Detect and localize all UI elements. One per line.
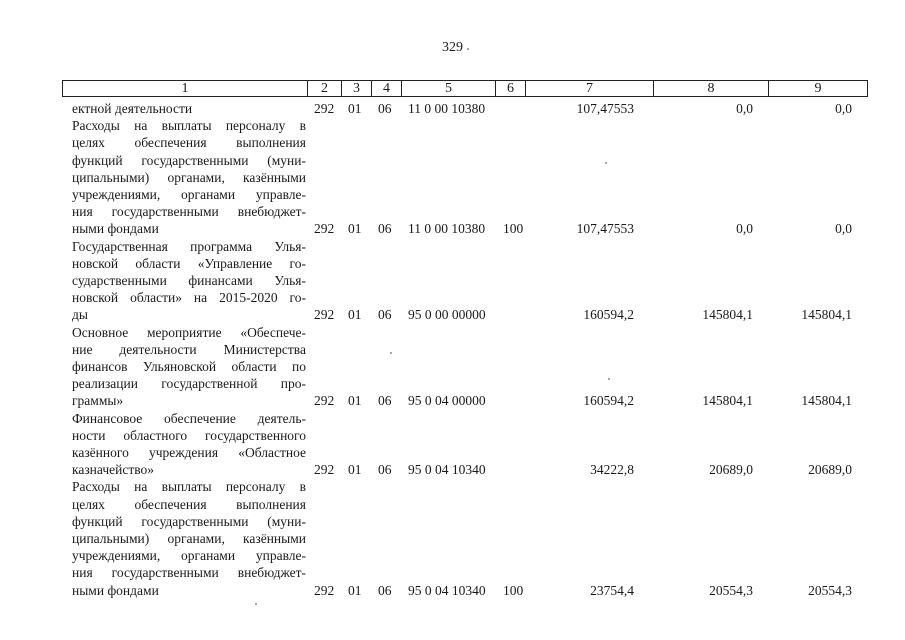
column-header: 7 <box>526 81 654 97</box>
subsection-cell: 06 <box>378 221 392 237</box>
column-header: 9 <box>769 81 868 97</box>
target-article-cell: 95 0 04 10340 <box>408 462 486 478</box>
scan-speck <box>467 48 469 50</box>
table-row <box>0 324 905 410</box>
description-line: казённого учреждения «Областное <box>72 445 306 460</box>
admin-code-cell: 292 <box>314 393 335 409</box>
target-article-cell: 95 0 00 00000 <box>408 307 486 323</box>
scan-speck <box>390 352 392 354</box>
amount-col8-cell: 145804,1 <box>702 393 753 409</box>
description-line: реализации государственной про- <box>72 376 306 392</box>
description-line: целях обеспечения выполнения <box>72 496 306 512</box>
admin-code-cell: 292 <box>314 582 335 598</box>
amount-col8-cell: 20554,3 <box>709 582 753 598</box>
description-line: учреждениями, органами управле- <box>72 548 306 564</box>
column-header: 6 <box>496 81 526 97</box>
admin-code-cell: 292 <box>314 101 335 116</box>
column-header: 4 <box>372 81 402 97</box>
subsection-cell: 06 <box>378 307 392 323</box>
row-description <box>72 478 306 598</box>
description-line: новской области» на 2015-2020 го- <box>72 290 306 306</box>
column-header-table <box>62 80 868 97</box>
description-line: ными фондами <box>72 582 159 598</box>
amount-col7-cell: 34222,8 <box>590 462 634 478</box>
admin-code-cell: 292 <box>314 462 335 478</box>
amount-col7-cell: 107,47553 <box>576 221 634 237</box>
description-line: Государственная программа Улья- <box>72 238 306 254</box>
target-article-cell: 11 0 00 10380 <box>408 221 486 237</box>
description-line: ды <box>72 307 88 323</box>
description-line: ектной деятельности <box>72 101 193 116</box>
section-cell: 01 <box>348 101 362 116</box>
description-line: целях обеспечения выполнения <box>72 135 306 151</box>
description-line: ния государственными внебюджет- <box>72 204 306 220</box>
column-header: 5 <box>402 81 496 97</box>
description-line: финансов Ульяновской области по <box>72 359 306 374</box>
expense-type-cell: 100 <box>503 221 524 237</box>
amount-col8-cell: 20689,0 <box>709 462 753 478</box>
subsection-cell: 06 <box>378 393 392 409</box>
admin-code-cell: 292 <box>314 307 335 323</box>
table-row <box>0 117 905 237</box>
scan-speck <box>605 162 607 164</box>
amount-col9-cell: 145804,1 <box>801 393 852 409</box>
subsection-cell: 06 <box>378 101 392 116</box>
amount-col8-cell: 145804,1 <box>702 307 753 323</box>
description-line: ципальными) органами, казёнными <box>72 169 306 185</box>
description-line: Расходы на выплаты персоналу в <box>72 118 306 134</box>
description-line: казначейство» <box>72 462 155 478</box>
column-header: 8 <box>654 81 769 97</box>
row-description <box>72 100 306 117</box>
table-row <box>0 100 905 117</box>
description-line: функций государственными (муни- <box>72 513 306 529</box>
description-line: новской области «Управление го- <box>72 255 306 271</box>
description-line: ными фондами <box>72 221 159 237</box>
description-line: ности областного государственного <box>72 427 306 443</box>
column-header: 3 <box>342 81 372 97</box>
amount-col9-cell: 20689,0 <box>808 462 852 478</box>
row-description <box>72 410 306 479</box>
amount-col9-cell: 0,0 <box>835 101 852 116</box>
scan-speck <box>608 378 610 380</box>
amount-col8-cell: 0,0 <box>736 221 753 237</box>
amount-col9-cell: 0,0 <box>835 221 852 237</box>
description-line: Основное мероприятие «Обеспече- <box>72 324 306 340</box>
description-line: сударственными финансами Улья- <box>72 273 306 288</box>
description-line: ние деятельности Министерства <box>72 341 306 357</box>
section-cell: 01 <box>348 307 362 323</box>
amount-col9-cell: 20554,3 <box>808 582 852 598</box>
description-line: функций государственными (муни- <box>72 152 306 168</box>
subsection-cell: 06 <box>378 582 392 598</box>
section-cell: 01 <box>348 582 362 598</box>
table-row <box>0 410 905 479</box>
table-row <box>0 478 905 598</box>
column-header: 1 <box>63 81 308 97</box>
target-article-cell: 95 0 04 00000 <box>408 393 486 409</box>
amount-col7-cell: 23754,4 <box>590 582 634 598</box>
description-line: Расходы на выплаты персоналу в <box>72 479 306 495</box>
scan-speck <box>255 603 257 605</box>
row-description <box>72 117 306 237</box>
description-line: граммы» <box>72 393 124 409</box>
column-header-row <box>63 81 868 97</box>
amount-col8-cell: 0,0 <box>736 101 753 116</box>
target-article-cell: 95 0 04 10340 <box>408 582 486 598</box>
row-description <box>72 238 306 324</box>
section-cell: 01 <box>348 462 362 478</box>
amount-col9-cell: 145804,1 <box>801 307 852 323</box>
expense-type-cell: 100 <box>503 582 524 598</box>
page-number: 329 <box>442 40 463 55</box>
description-line: учреждениями, органами управле- <box>72 187 306 202</box>
column-header: 2 <box>308 81 342 97</box>
row-description <box>72 324 306 410</box>
description-line: Финансовое обеспечение деятель- <box>72 410 306 426</box>
description-line: ния государственными внебюджет- <box>72 565 306 581</box>
section-cell: 01 <box>348 221 362 237</box>
section-cell: 01 <box>348 393 362 409</box>
subsection-cell: 06 <box>378 462 392 478</box>
table-row <box>0 238 905 324</box>
admin-code-cell: 292 <box>314 221 335 237</box>
amount-col7-cell: 160594,2 <box>583 307 634 323</box>
amount-col7-cell: 160594,2 <box>583 393 634 409</box>
target-article-cell: 11 0 00 10380 <box>408 101 486 116</box>
amount-col7-cell: 107,47553 <box>576 101 634 116</box>
description-line: ципальными) органами, казёнными <box>72 531 306 546</box>
